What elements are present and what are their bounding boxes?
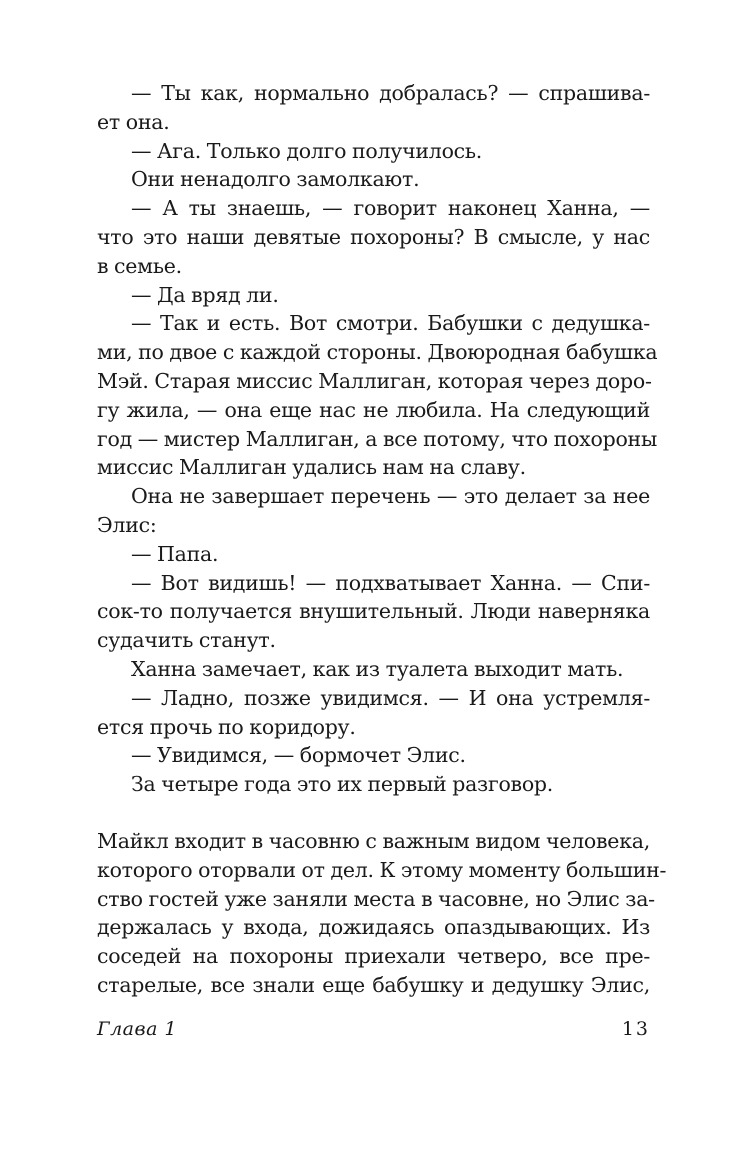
text-line: — Ага. Только долго получилось. (131, 138, 483, 163)
text-line: судачить станут. (97, 628, 276, 653)
text-line: — Увидимся, — бормочет Элис. (131, 743, 466, 768)
text-line: ет она. (97, 109, 170, 134)
text-line: Они ненадолго замолкают. (131, 167, 420, 192)
text-line: Элис: (97, 512, 157, 537)
text-line: Мэй. Старая миссис Маллиган, которая через доро- (97, 368, 652, 393)
text-line: — Ты как, нормально добралась? — спрашива- (131, 81, 650, 105)
text-line: миссис Маллиган удались нам на славу. (97, 455, 526, 480)
text-line: За четыре года это их первый разговор. (131, 772, 554, 797)
text-line: в семье. (97, 253, 182, 278)
text-line: — Вот видишь! — подхватывает Ханна. — Спи- (131, 570, 650, 595)
page-footer (97, 1018, 650, 1048)
text-line: — Ладно, позже увидимся. — И она устремля- (131, 685, 650, 710)
text-line: ми, по двое с каждой стороны. Двоюродная бабушка (97, 340, 658, 365)
text-line: ство гостей уже заняли места в часовне, но Элис за- (97, 886, 655, 911)
page-number: 13 (621, 1018, 650, 1040)
text-line: гу жила, — она еще нас не любила. На следующий (97, 397, 650, 422)
text-line: Она не завершает перечень — это делает за нее (131, 484, 650, 509)
text-line: — Папа. (131, 541, 219, 566)
text-line: год — мистер Маллиган, а все потому, что похороны (97, 426, 658, 451)
running-head: Глава 1 (97, 1018, 178, 1040)
text-line: Ханна замечает, как из туалета выходит мать. (131, 656, 624, 681)
section-break (97, 799, 650, 827)
page-body (97, 79, 667, 1000)
text-line: Майкл входит в часовню с важным видом человека, (97, 828, 650, 853)
text-line: сок-то получается внушительный. Люди наверняка (97, 599, 650, 624)
text-line: — Так и есть. Вот смотри. Бабушки с дедушка- (131, 311, 650, 336)
text-line: ется прочь по коридору. (97, 714, 356, 739)
text-line: что это наши девятые похороны? В смысле, у нас (97, 224, 650, 249)
text-line: — Да вряд ли. (131, 282, 279, 307)
text-line: соседей на похороны приехали четверо, все пре- (97, 944, 650, 969)
text-line: держалась у входа, дожидаясь опаздывающих. Из (97, 915, 650, 940)
text-line: которого оторвали от дел. К этому моменту большин- (97, 857, 667, 882)
text-line: — А ты знаешь, — говорит наконец Ханна, — (131, 196, 650, 221)
text-line: старелые, все знали еще бабушку и дедушку Элис, (97, 972, 650, 997)
